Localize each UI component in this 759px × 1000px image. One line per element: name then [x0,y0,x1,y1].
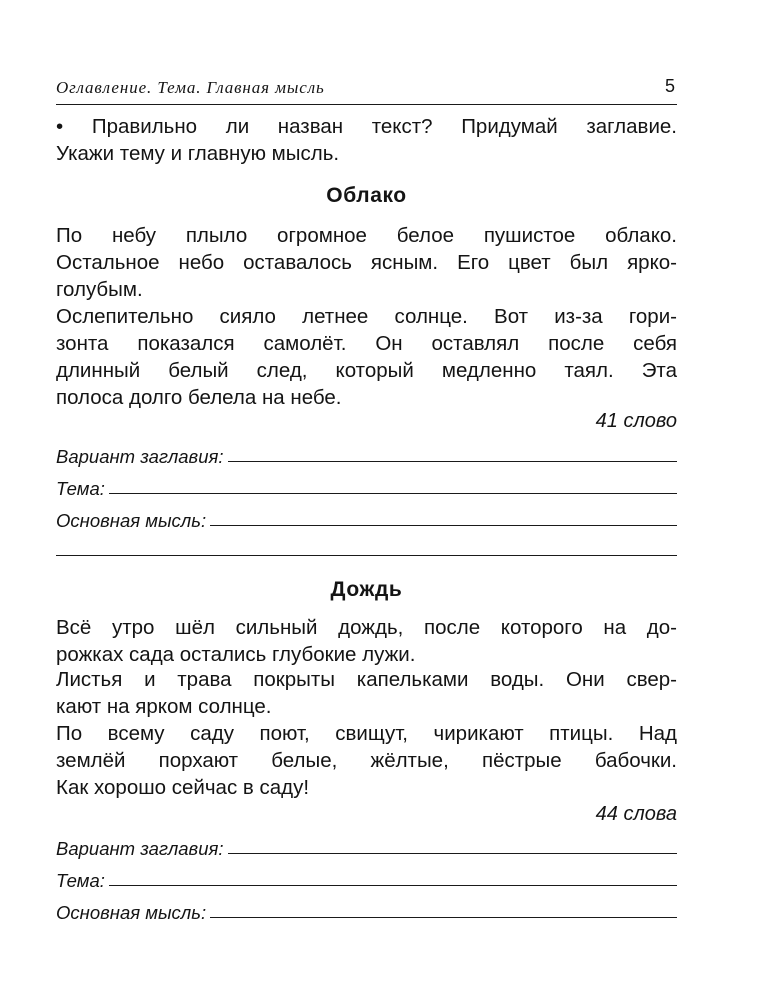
text-line: рожках сада остались глубокие лужи. [56,643,416,666]
word-count: 41 слово [595,410,677,432]
header-title: Оглавление. Тема. Главная мысль [56,78,325,97]
answer-line[interactable] [109,885,677,886]
story-paragraph [56,720,677,801]
running-header [56,74,677,105]
task-line: Укажи тему и главную мысль. [56,142,340,165]
text-line: Листья и трава покрыты капельками воды. Они свер- [56,668,677,691]
theme-field [56,472,677,500]
story-title: Дождь [330,578,403,601]
title-variant-field [56,832,677,860]
field-label: Основная мысль: [56,510,207,531]
text-line: длинный белый след, который медленно таял. Эта [56,359,677,382]
title-variant-field [56,440,677,468]
answer-line[interactable] [210,917,677,918]
field-label: Тема: [56,478,105,499]
story-paragraph [56,614,677,668]
field-label: Основная мысль: [56,902,207,923]
answer-line[interactable] [210,525,677,526]
story-paragraph [56,303,677,411]
main-idea-field [56,504,677,532]
text-line: По небу плыло огромное белое пушистое облако. [56,224,677,247]
answer-line-continuation[interactable] [56,555,677,556]
task-instruction [56,113,677,167]
main-idea-field [56,896,677,924]
text-line: голубым. [56,278,143,301]
answer-line[interactable] [228,461,677,462]
answer-line[interactable] [228,853,677,854]
field-label: Вариант заглавия: [56,446,224,467]
page-number: 5 [664,76,675,96]
text-line: Остальное небо оставалось ясным. Его цвет был ярко- [56,251,677,274]
theme-field [56,864,677,892]
text-line: землёй порхают белые, жёлтые, пёстрые бабочки. [56,749,677,772]
text-line: полоса долго белела на небе. [56,386,342,409]
text-line: кают на ярком солнце. [56,695,272,718]
text-line: Всё утро шёл сильный дождь, после которого на до- [56,616,677,639]
story-paragraph [56,222,677,303]
task-line: • Правильно ли назван текст? Придумай заглавие. [56,115,677,138]
story-paragraph [56,666,677,720]
text-line: зонта показался самолёт. Он оставлял после себя [56,332,677,355]
word-count: 44 слова [595,803,677,825]
story-title: Облако [326,184,407,207]
field-label: Тема: [56,870,105,891]
answer-line[interactable] [109,493,677,494]
field-label: Вариант заглавия: [56,838,224,859]
text-line: По всему саду поют, свищут, чирикают птицы. Над [56,722,677,745]
text-line: Ослепительно сияло летнее солнце. Вот из-за гори- [56,305,677,328]
text-line: Как хорошо сейчас в саду! [56,776,310,799]
